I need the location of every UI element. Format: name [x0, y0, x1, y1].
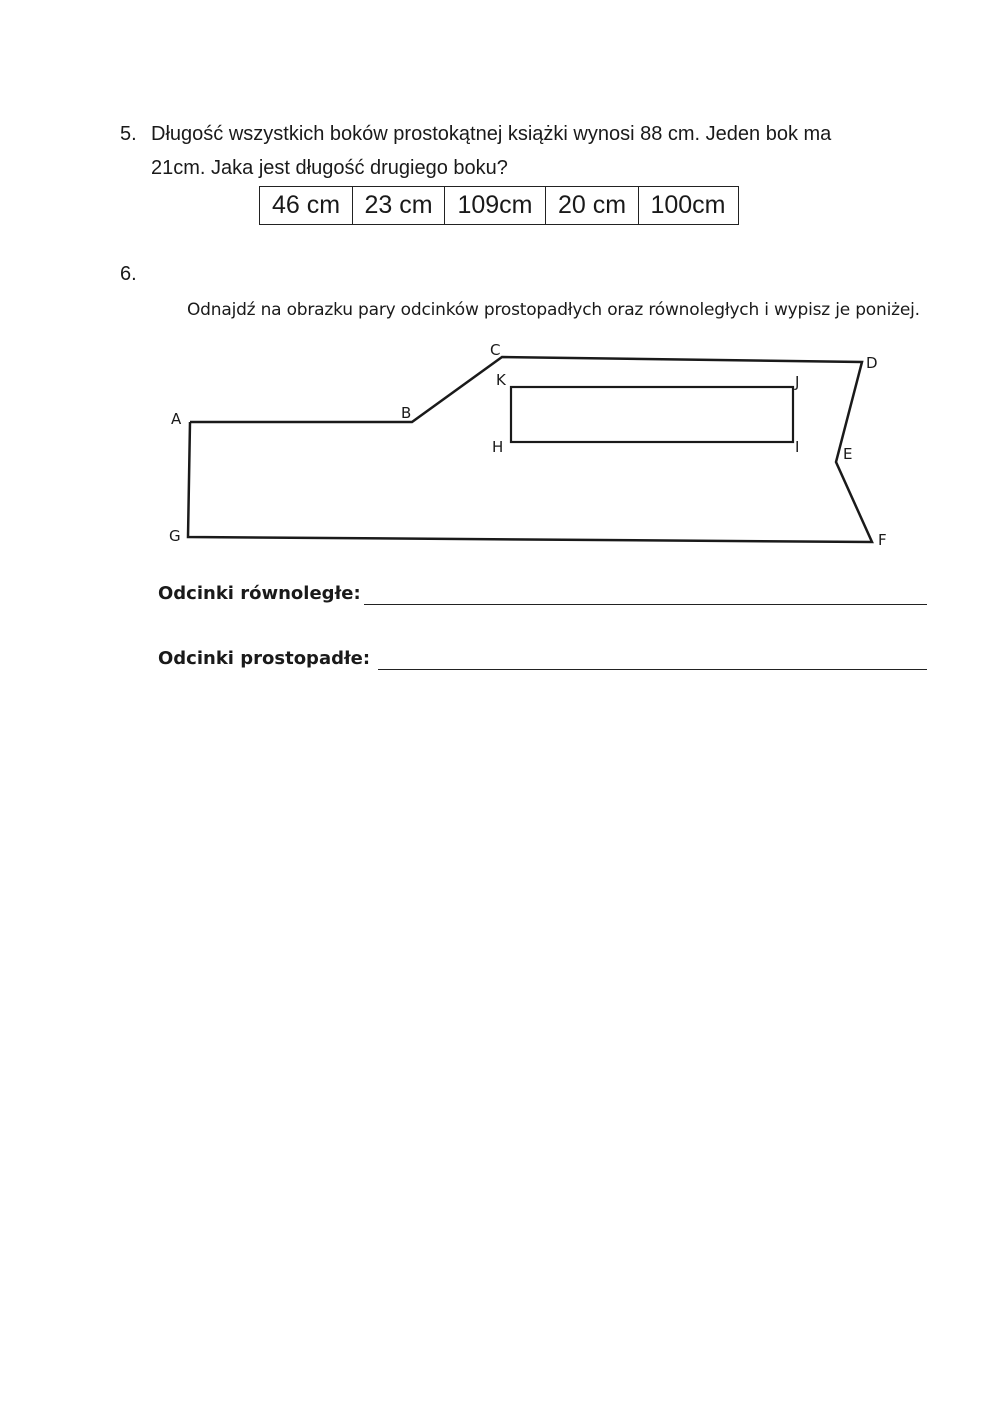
- point-label-f: F: [878, 531, 887, 549]
- point-label-a: A: [171, 410, 182, 428]
- question-6-number: 6.: [120, 263, 137, 285]
- point-label-j: J: [795, 373, 800, 391]
- parallel-segments-label: Odcinki równoległe:: [158, 583, 361, 604]
- point-label-b: B: [401, 404, 412, 422]
- question-5-number: 5.: [120, 123, 137, 145]
- point-label-i: I: [795, 438, 800, 456]
- answer-option-5[interactable]: 100cm: [650, 191, 726, 219]
- point-label-d: D: [866, 354, 878, 372]
- perpendicular-segments-answer-line[interactable]: [378, 669, 927, 670]
- parallel-segments-answer-line[interactable]: [364, 604, 927, 605]
- answer-option-4[interactable]: 20 cm: [546, 187, 639, 224]
- point-label-e: E: [843, 445, 853, 463]
- point-label-g: G: [169, 527, 181, 545]
- point-label-h: H: [492, 438, 504, 456]
- perpendicular-segments-label: Odcinki prostopadłe:: [158, 648, 371, 669]
- question-6-instruction: Odnajdź na obrazku pary odcinków prostopadłych oraz równoległych i wypisz je poniżej.: [187, 300, 920, 320]
- inner-rectangle: [511, 387, 793, 442]
- answer-option-2[interactable]: 23 cm: [353, 187, 445, 224]
- question-5-text-line2: 21cm. Jaka jest długość drugiego boku?: [151, 157, 508, 179]
- point-label-k: K: [496, 371, 506, 389]
- answer-option-1[interactable]: 46 cm: [260, 187, 353, 224]
- answer-option-3[interactable]: 109cm: [445, 187, 546, 224]
- point-label-c: C: [490, 341, 501, 359]
- outer-polygon: [188, 357, 872, 542]
- question-5-text-line1: Długość wszystkich boków prostokątnej książki wynosi 88 cm. Jeden bok ma: [151, 123, 832, 145]
